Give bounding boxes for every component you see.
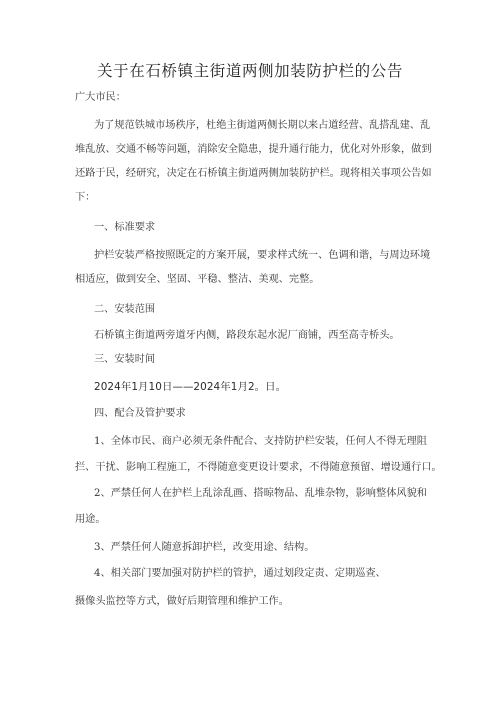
- intro-line: 还路于民，经研究，决定在石桥镇主街道两侧加装防护栏。现将相关事项公告如: [75, 168, 432, 179]
- section-text: 相适应，做到安全、坚固、平稳、整洁、美观、完整。: [75, 274, 320, 285]
- requirement-item: 摄像头监控等方式，做好后期管理和维护工作。: [75, 596, 289, 607]
- requirement-item: 拦、干扰、影响工程施工，不得随意变更设计要求，不得随意预留、增设通行口。: [75, 462, 442, 473]
- section-heading-scope: 二、安装范围: [94, 304, 156, 315]
- intro-line: 下：: [75, 192, 96, 203]
- section-heading-time: 三、安装时间: [94, 354, 156, 365]
- requirement-item: 2、严禁任何人在护栏上乱涂乱画、搭晾物品、乱堆杂物，影响整体风貌和: [94, 488, 427, 499]
- requirement-item: 4、相关部门要加强对防护栏的管护，通过划段定责、定期巡查、: [94, 568, 386, 579]
- installation-date-range: 2024年1月10日——2024年1月2。日。: [94, 381, 287, 393]
- section-heading-standard: 一、标准要求: [94, 222, 156, 233]
- document-title: 关于在石桥镇主街道两侧加装防护栏的公告: [97, 62, 403, 80]
- section-text: 石桥镇主街道两旁道牙内侧，路段东起水泥厂商铺，西至高寺桥头。: [94, 330, 400, 341]
- intro-line: 为了规范铁城市场秩序，杜绝主街道两侧长期以来占道经营、乱搭乱建、乱: [94, 120, 431, 131]
- salutation: 广大市民：: [75, 92, 126, 103]
- requirement-item: 1、全体市民、商户必须无条件配合、支持防护栏安装，任何人不得无理阻: [94, 436, 427, 447]
- section-text: 护栏安装严格按照既定的方案开展，要求样式统一、色调和谐，与周边环境: [94, 250, 431, 261]
- intro-line: 堆乱放、交通不畅等问题，消除安全隐患，提升通行能力，优化对外形象，做到: [75, 144, 432, 155]
- requirement-item: 用途。: [75, 514, 106, 525]
- section-heading-requirements: 四、配合及管护要求: [94, 408, 186, 419]
- requirement-item: 3、严禁任何人随意拆卸护栏，改变用途、结构。: [94, 542, 315, 553]
